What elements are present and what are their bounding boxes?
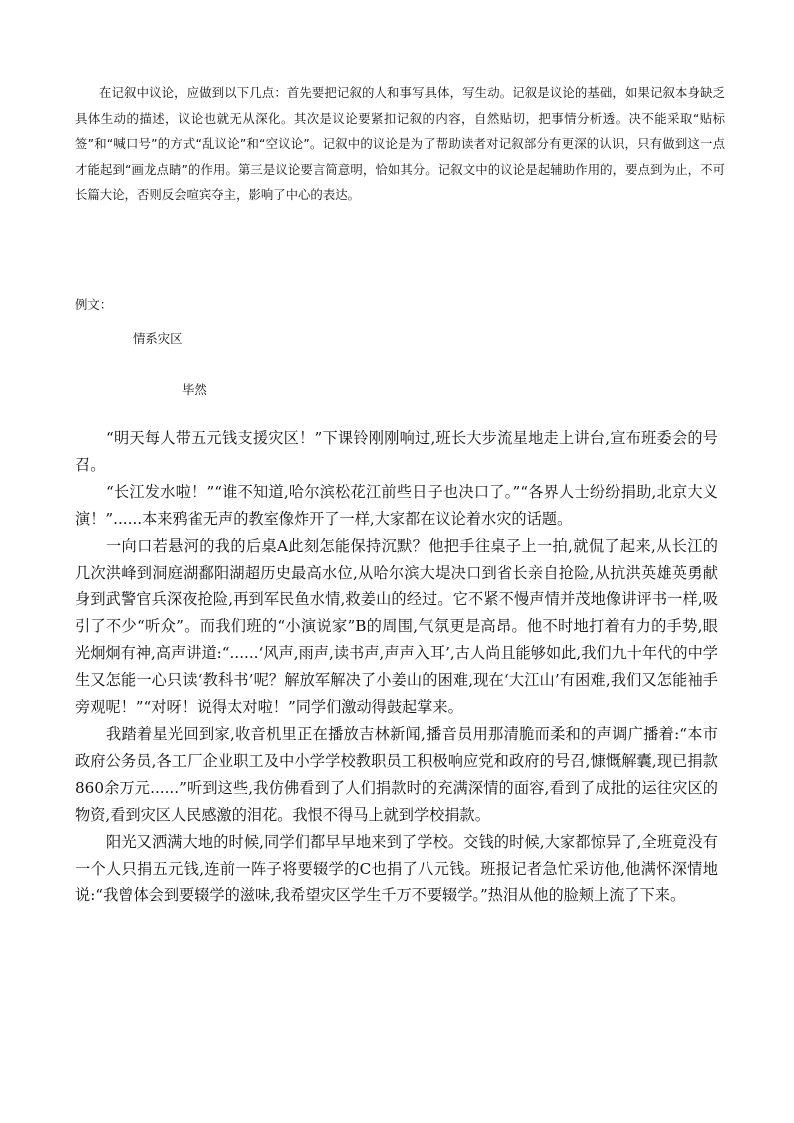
intro-paragraph: 在记叙中议论，应做到以下几点：首先要把记叙的人和事写具体，写生动。记叙是议论的基础，如果记叙本身缺乏具体生动的描述，议论也就无从深化。其次是议论要紧扣记叙的内容，自然贴切，把事情分析透。决不能采取“贴标签”和“喊口号”的方式“乱议论”和“空议论”。记叙中的议论是为了帮助读者对记叙部分有更深的认识，只有做到这一点才能起到“画龙点睛”的作用。第三是议论要言简意明，恰如其分。记叙文中的议论是起辅助作用的，要点到为止，不可长篇大论，否则反会喧宾夺主，影响了中心的表达。 xyxy=(75,85,725,202)
article-paragraph: 阳光又洒满大地的时候,同学们都早早地来到了学校。交钱的时候,大家都惊异了,全班竟没有一个人只捐五元钱,连前一阵子将要辍学的C也捐了八元钱。班报记者急忙采访他,他满怀深情地说:“我曾体会到要辍学的滋味,我希望灾区学生千万不要辍学。”热泪从他的脸颊上流了下来。 xyxy=(75,832,718,905)
article-title: 情系灾区 xyxy=(133,331,183,346)
example-label: 例文： xyxy=(75,297,113,312)
article-author: 毕然 xyxy=(182,382,207,397)
article-paragraph: 一向口若悬河的我的后桌A此刻怎能保持沉默？他把手往桌子上一拍,就侃了起来,从长江的几次洪峰到洞庭湖鄱阳湖超历史最高水位,从哈尔滨大堤决口到省长亲自抢险,从抗洪英雄英勇献身到武警官兵深夜抢险,再到军民鱼水情,救姜山的经过。它不紧不慢声情并茂地像讲评书一样,吸引了不少“听众”。而我们班的“小演说家”B的周围,气氛更是高昂。他不时地打着有力的手势,眼光炯炯有神,高声讲道:“......‘风声,雨声,读书声,声声入耳’,古人尚且能够如此,我们九十年代的中学生又怎能一心只读‘教科书’呢？解放军解决了小姜山的困难,现在‘大江山’有困难,我们又怎能袖手旁观呢！”“对呀！说得太对啦！”同学们激动得鼓起掌来。 xyxy=(75,536,718,717)
article-paragraph: 我踏着星光回到家,收音机里正在播放吉林新闻,播音员用那清脆而柔和的声调广播着:“本市政府公务员,各工厂企业职工及中小学学校教职员工积极响应党和政府的号召,慷慨解囊,现已捐款860余万元......”听到这些,我仿佛看到了人们捐款时的充满深情的面容,看到了成批的运往灾区的物资,看到灾区人民感激的泪花。我恨不得马上就到学校捐款。 xyxy=(75,724,718,824)
article-paragraph: “长江发水啦！”“谁不知道,哈尔滨松花江前些日子也决口了。”“各界人士纷纷捐助,北京大义演！”......本来鸦雀无声的教室像炸开了一样,大家都在议论着水灾的话题。 xyxy=(75,482,718,528)
article-body xyxy=(75,425,718,909)
article-paragraph: “明天每人带五元钱支援灾区！”下课铃刚刚响过,班长大步流星地走上讲台,宣布班委会的号召。 xyxy=(75,429,718,474)
